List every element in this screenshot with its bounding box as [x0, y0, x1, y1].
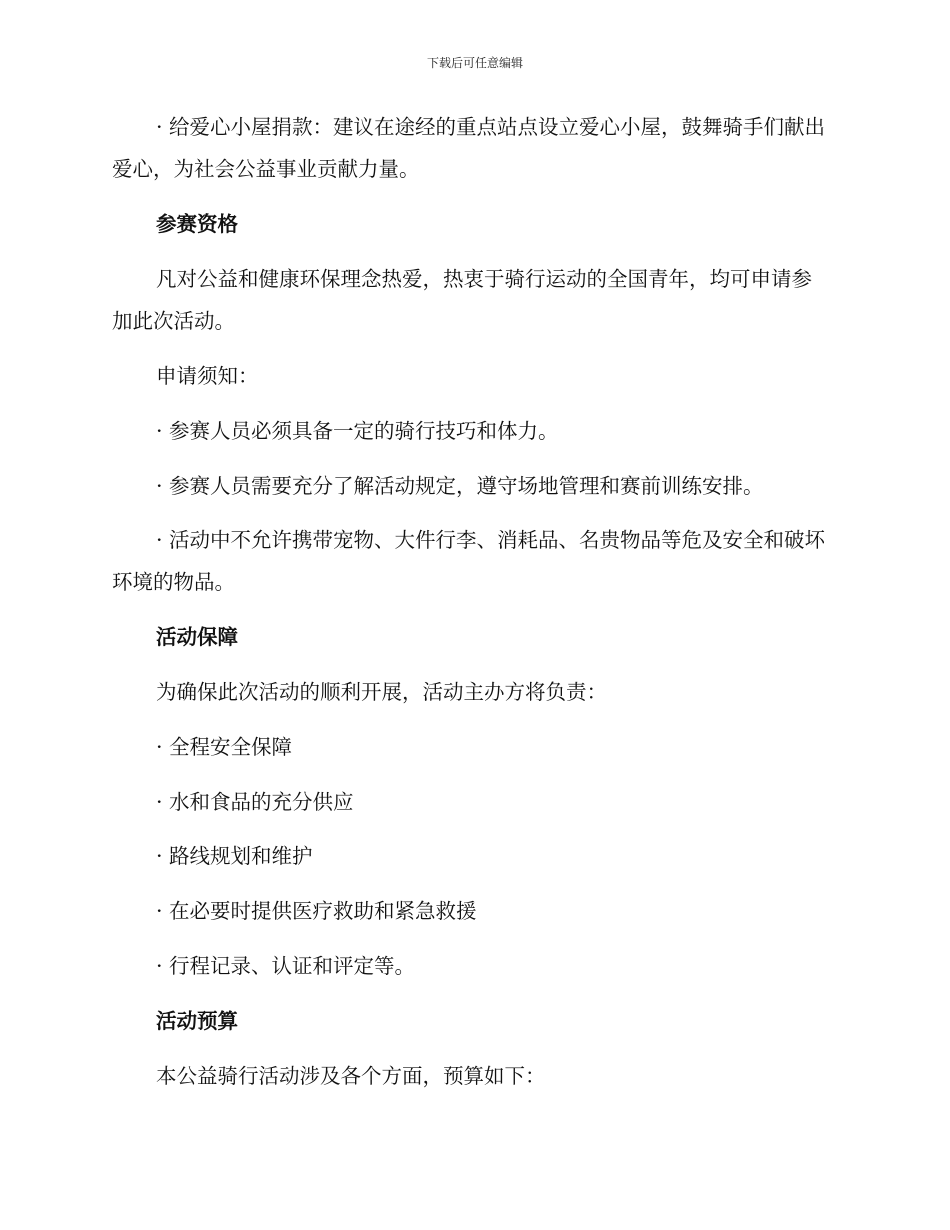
paragraph-donation: · 给爱心小屋捐款：建议在途经的重点站点设立爱心小屋，鼓舞骑手们献出爱心，为社会公益事业贡献力量。 [112, 115, 826, 181]
paragraph-application-notice: 申请须知： [156, 364, 259, 388]
list-item-safety: · 全程安全保障 [156, 735, 293, 759]
list-item-skill: · 参赛人员必须具备一定的骑行技巧和体力。 [156, 419, 559, 443]
paragraph-eligibility: 凡对公益和健康环保理念热爱，热衷于骑行运动的全国青年，均可申请参加此次活动。 [112, 267, 812, 333]
list-item-prohibited: · 活动中不允许携带宠物、大件行李、消耗品、名贵物品等危及安全和破坏环境的物品。 [112, 528, 826, 594]
heading-guarantee: 活动保障 [156, 625, 238, 649]
list-item-medical: · 在必要时提供医疗救助和紧急救援 [156, 899, 477, 923]
paragraph-guarantee: 为确保此次活动的顺利开展，活动主办方将负责： [156, 680, 607, 704]
page-header: 下载后可任意编辑 [426, 56, 523, 70]
list-item-route: · 路线规划和维护 [156, 844, 313, 868]
list-item-supply: · 水和食品的充分供应 [156, 790, 354, 814]
heading-budget: 活动预算 [156, 1009, 238, 1033]
list-item-record: · 行程记录、认证和评定等。 [156, 954, 416, 978]
list-item-rules: · 参赛人员需要充分了解活动规定，遵守场地管理和赛前训练安排。 [156, 474, 764, 498]
heading-eligibility: 参赛资格 [156, 212, 238, 236]
paragraph-budget: 本公益骑行活动涉及各个方面，预算如下： [156, 1064, 546, 1088]
